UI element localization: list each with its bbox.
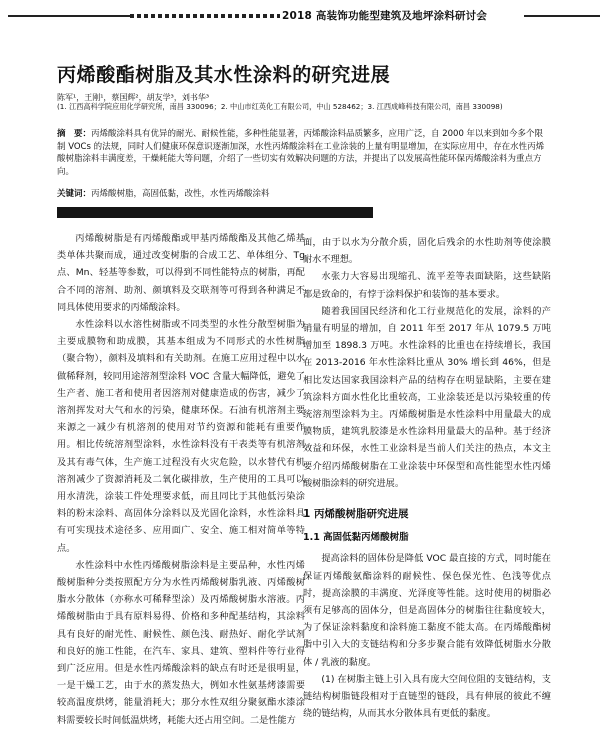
paragraph: 水张力大容易出现缩孔、流平差等表面缺陷，这些缺陷都是致命的，有悖于涂料保护和装饰的基本要求。 (303, 271, 551, 300)
paragraph: 丙烯酸树脂是有丙烯酸酯或甲基丙烯酸酯及其他乙烯基类单体共聚而成，通过改变树脂的合成工艺、单体组分、Tg点、Mn、轻基等参数，可以得到不同性能特点的树脂，再配合不同的溶剂、助剂、颜填料及交联剂等可得到各种满足不同具体使用要求的丙烯酸涂料。 (57, 233, 305, 313)
keywords-text: 丙烯酸树脂，高固低黏，改性，水性丙烯酸涂料 (91, 189, 270, 199)
paragraph: 提高涂料的固体份是降低 VOC 最直接的方式，同时能在保证丙烯酸氨酯涂料的耐候性、保色保光性、色浅等优点时，提高涂膜的丰满度、光泽度等性能。这时使用的树脂必须有足够高的固体分，但是高固体分的树脂往往黏度较大，为了保证涂料黏度和涂料施工黏度不能太高。在丙烯酸酯树脂中引入大的支链结构和分多步聚合能有效降低树脂水分散体 / 乳液的黏度。 (303, 553, 551, 668)
subsection-heading: 1.1 高固低黏丙烯酸树脂 (303, 532, 409, 544)
header-rule-left (8, 15, 130, 17)
section-heading: 1 丙烯酸树脂研究进展 (303, 508, 409, 521)
paragraph: 水性涂料以水溶性树脂或不同类型的水性分散型树脂为主要成膜物和助成膜，其基本组成为不同形式的水性树脂（聚合物），颜料及填料和有关助剂。在施工应用过程中以水做稀释剂，较同用途溶剂型涂料 VOC 含量大幅降低，避免了生产者、施工者和使用者因溶剂对健康造成的伤害，减少了溶剂挥发对大气和水的污染，健康环保。石油有机溶剂主要来源之一减少有机溶剂的使用对节约资源和能耗有重要作用。相比传统溶剂型涂料，水性涂料没有干表类等有机溶剂及其有毒气体，生产施工过程没有火灾危险，以水替代有机溶剂减少了资源消耗及二氧化碳排放，生产使用的工具可以用水清洗，涂装工件处理要求低，而且同比于其他低污染涂料的粉末涂料、高固体分涂料以及光固化涂料，水性涂料具有可实现技术途径多、应用面广、安全、施工相对简单等特点。 (57, 319, 305, 554)
body-column-left (57, 230, 305, 729)
keywords-label: 关键词： (57, 189, 92, 199)
header-dotted-rule (130, 14, 280, 18)
affiliations: (1. 江西高科学院应用化学研究所，南昌 330096；2. 中山市红英化工有限公司，中山 528462；3. 江西成峰科技有限公司，南昌 330098) (57, 102, 503, 111)
section-divider-bar (57, 207, 373, 218)
keywords (57, 187, 270, 199)
paragraph: 随着我国国民经济和化工行业规范化的发展，涂料的产销量有明显的增加，自 2011 年至 2017 年从 1079.5 万吨增加至 1898.3 万吨。水性涂料的比重也在持续增长，我国在 2013-2016 年水性涂料比重从 30% 增长到 46%，但是相比发达国家我国涂料产品的结构存在明显缺陷，主要在建筑涂料方面水性化比重较高，工业涂装还是以污染较重的传统溶剂型涂料为主。丙烯酸树脂是水性涂料中用量最大的成膜物质，建筑乳胶漆是水性涂料用量最大的品种。基于经济效益和环保，水性工业涂料是当前人们关注的热点，本文主要介绍丙烯酸树脂在工业涂装中环保型和高性能型水性丙烯酸树脂涂料的研究进展。 (303, 305, 551, 489)
abstract-text: 丙烯酸涂料具有优异的耐光、耐候性能，多种性能显著，丙烯酸涂料品质繁多，应用广泛，自 2000 年以来到如今多个限制 VOCs 的法规，同时人们健康环保意识逐渐加深，水性丙烯酸涂料在工业涂装的上量有明显增加，在实际应用中，存在水性丙烯酸树脂涂料丰满度差，干燥耗能大等问题，介绍了一些切实有效解决问题的方法，并提出了以发展高性能环保丙烯酸涂料为重点方向。 (57, 129, 545, 177)
paragraph: (1) 在树脂主链上引入具有庞大空间位阻的支链结构，支链结构树脂链段相对于直链型的链段，具有伸展的彼此不缠绕的链结构，从而其水分散体具有更低的黏度。 (303, 673, 551, 720)
abstract-label: 摘 要： (57, 129, 92, 139)
header-rule-right (524, 15, 600, 17)
authors: 陈军¹，王刚¹，蔡国辉²，胡友学³，刘书华³ (57, 93, 210, 102)
running-header (0, 6, 600, 28)
conference-title: 2018 高装饰功能型建筑及地坪涂料研讨会 (282, 10, 488, 22)
abstract (57, 128, 547, 178)
body-column-right (303, 234, 551, 722)
paragraph: 面，由于以水为分散介质，固化后残余的水性助剂等使涂膜耐水不理想。 (303, 237, 551, 266)
paper-title: 丙烯酸酯树脂及其水性涂料的研究进展 (57, 64, 391, 86)
paragraph: 水性涂料中水性丙烯酸树脂涂料是主要品种，水性丙烯酸树脂种分类按照配方分为水性丙烯酸树脂乳液、丙烯酸树脂水分散体（亦称水可稀释型涂）及丙烯酸树脂水溶液。丙烯酸树脂由于具有原料易得、价格和多种配基结构，其涂料具有良好的耐光性、耐候性、颜色浅、耐热好、耐化学试剂和良好的施工性能，在汽车、家具、建筑、塑料件等行业得到广泛应用。但是水性丙烯酸涂料的缺点有时还是很明显，一是干燥工艺，由于水的蒸发热大，例如水性氨基烤漆需要较高温度烘烤，能量消耗大；那分水性双组分聚氨酯水漆涂料需要较长时间低温烘烤，耗能大还占用空间。二是性能方 (57, 559, 305, 726)
